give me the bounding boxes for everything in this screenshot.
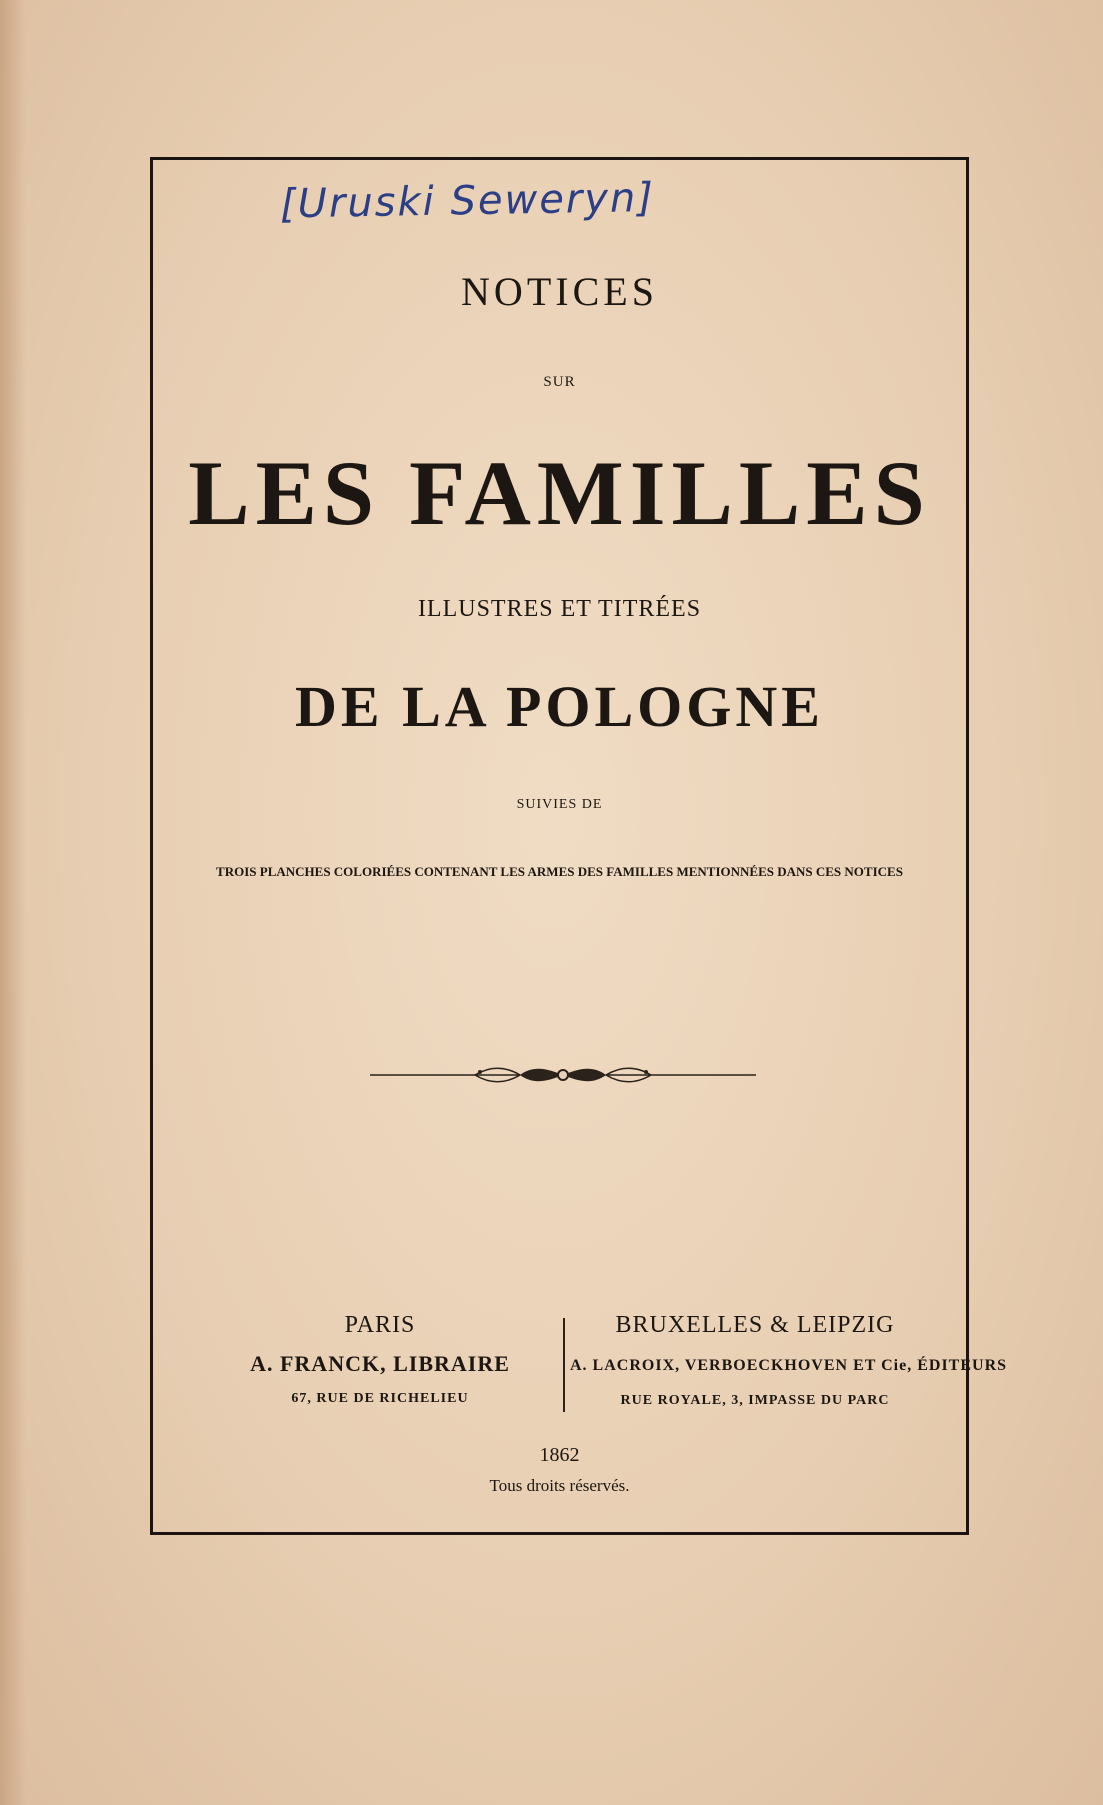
title-planches-description: TROIS PLANCHES COLORIÉES CONTENANT LES ARMES DES FAMILLES MENTIONNÉES DANS CES NOTICES (216, 864, 903, 879)
imprint-address-paris: 67, RUE DE RICHELIEU (291, 1391, 469, 1406)
handwritten-annotation: [Uruski Seweryn] (279, 174, 656, 228)
imprint-address-bruxelles: RUE ROYALE, 3, IMPASSE DU PARC (620, 1393, 890, 1408)
imprint-publisher-franck: A. FRANCK, LIBRAIRE (250, 1351, 510, 1376)
imprint-bruxelles (570, 1312, 1008, 1409)
imprint-city-bruxelles: BRUXELLES & LEIPZIG (615, 1312, 895, 1338)
spine-shadow (0, 0, 26, 1805)
title-main: LES FAMILLES (188, 442, 931, 544)
rights-notice: Tous droits réservés. (489, 1476, 630, 1495)
title-subtitle: ILLUSTRES ET TITRÉES (417, 596, 702, 622)
imprint-city-paris: PARIS (344, 1312, 416, 1338)
title-suivies: SUIVIES DE (516, 797, 603, 812)
imprint-paris (215, 1312, 545, 1407)
imprint-divider (563, 1318, 565, 1412)
ornament-divider-icon (370, 1060, 756, 1090)
title-notices: NOTICES (461, 269, 658, 314)
publication-year: 1862 (539, 1444, 580, 1466)
title-sur: SUR (543, 374, 576, 390)
title-pologne: DE LA POLOGNE (295, 674, 824, 739)
imprint-publisher-lacroix: A. LACROIX, VERBOECKHOVEN ET Cie, ÉDITEURS (570, 1357, 1008, 1374)
